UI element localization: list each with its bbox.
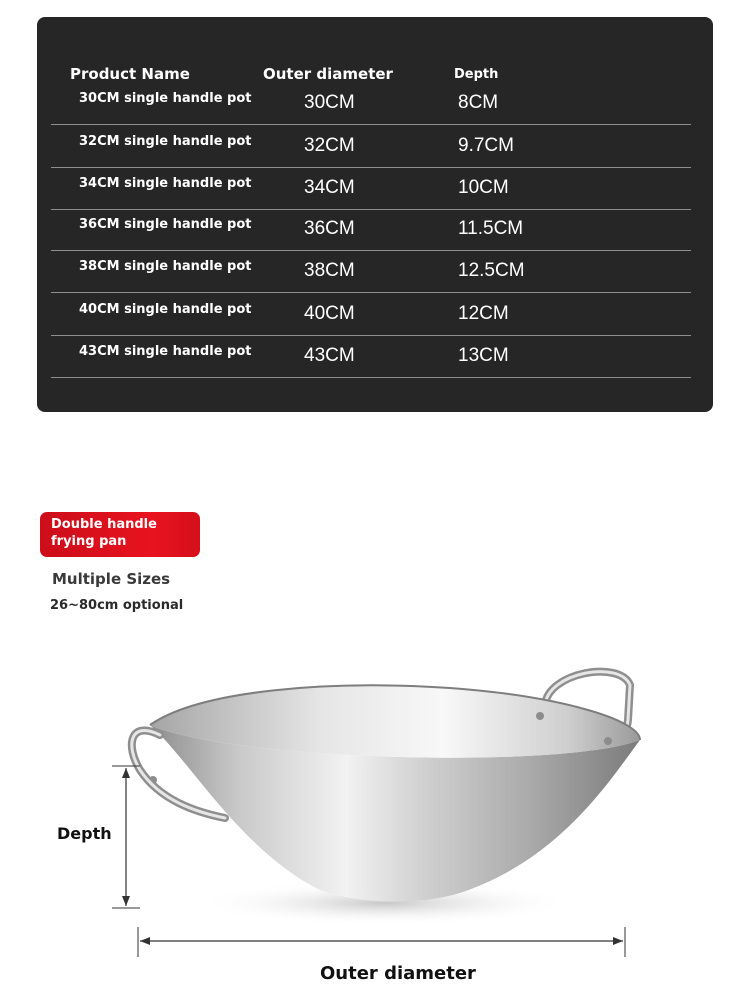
table-row <box>51 83 691 125</box>
badge-line-1: Double handle <box>51 517 157 532</box>
row-outer-diameter: 30CM <box>304 92 355 113</box>
row-product-name: 36CM single handle pot <box>79 217 252 232</box>
row-outer-diameter: 43CM <box>304 345 355 366</box>
size-table <box>37 17 713 412</box>
diameter-arrow-left-icon <box>140 937 150 945</box>
row-depth: 12CM <box>458 303 509 324</box>
header-product-name: Product Name <box>70 65 190 83</box>
row-product-name: 40CM single handle pot <box>79 302 252 317</box>
table-row <box>51 294 691 336</box>
row-product-name: 38CM single handle pot <box>79 259 252 274</box>
row-depth: 12.5CM <box>458 260 525 281</box>
row-depth: 9.7CM <box>458 135 514 156</box>
row-depth: 11.5CM <box>458 218 524 239</box>
badge-line-2: frying pan <box>51 534 127 549</box>
row-product-name: 32CM single handle pot <box>79 134 252 149</box>
header-depth: Depth <box>454 67 499 82</box>
header-outer-diameter: Outer diameter <box>263 65 393 83</box>
row-outer-diameter: 38CM <box>304 260 355 281</box>
row-product-name: 34CM single handle pot <box>79 176 252 191</box>
diameter-arrow-right-icon <box>613 937 623 945</box>
row-depth: 13CM <box>458 345 509 366</box>
size-range-text: 26~80cm optional <box>50 598 184 613</box>
table-row <box>51 251 691 293</box>
row-depth: 10CM <box>458 177 509 198</box>
row-outer-diameter: 32CM <box>304 135 355 156</box>
table-row <box>51 168 691 210</box>
row-product-name: 30CM single handle pot <box>79 91 252 106</box>
row-outer-diameter: 36CM <box>304 218 355 239</box>
depth-arrow-up-icon <box>122 768 130 778</box>
outer-diameter-label: Outer diameter <box>320 963 476 984</box>
depth-label: Depth <box>57 824 112 843</box>
multiple-sizes-title: Multiple Sizes <box>52 570 171 588</box>
product-type-badge <box>40 512 200 557</box>
table-row <box>51 126 691 168</box>
table-row <box>51 209 691 251</box>
row-product-name: 43CM single handle pot <box>79 344 252 359</box>
row-depth: 8CM <box>458 92 499 113</box>
table-row <box>51 336 691 378</box>
wok-illustration <box>0 640 750 1003</box>
row-outer-diameter: 40CM <box>304 303 355 324</box>
depth-arrow-down-icon <box>122 896 130 906</box>
row-outer-diameter: 34CM <box>304 177 355 198</box>
